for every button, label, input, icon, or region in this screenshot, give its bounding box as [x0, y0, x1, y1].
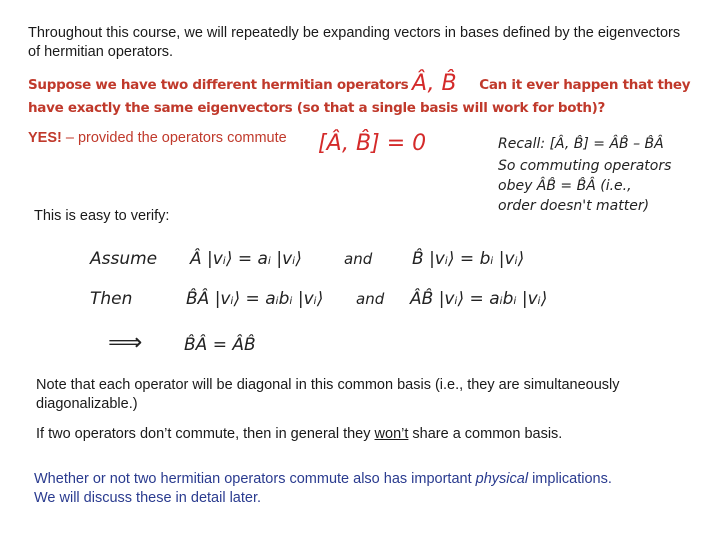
- recall-line3: obey ÂB̂ = B̂Â (i.e.,: [498, 178, 632, 194]
- commutator-equation: [Â, B̂] = 0: [318, 131, 427, 156]
- yes-bold: YES!: [28, 130, 62, 146]
- assume-right-equation: B̂ |vᵢ⟩ = bᵢ |vᵢ⟩: [412, 249, 525, 269]
- implies-arrow: ⟹: [108, 328, 143, 356]
- easy-verify-text: This is easy to verify:: [34, 208, 170, 224]
- then-left-equation: B̂Â |vᵢ⟩ = aᵢbᵢ |vᵢ⟩: [186, 289, 324, 309]
- assume-label: Assume: [90, 249, 158, 269]
- recall-line2: So commuting operators: [498, 158, 672, 174]
- recall-line4: order doesn't matter): [498, 198, 650, 214]
- yes-rest: – provided the operators commute: [61, 130, 287, 146]
- question-line2: have exactly the same eigenvectors (so that a single basis will work for both)?: [28, 100, 606, 116]
- note2-before: If two operators don’t commute, then in general they: [36, 426, 375, 442]
- and-word-2: and: [356, 290, 385, 308]
- note2-after: share a common basis.: [408, 426, 563, 442]
- recall-note: [498, 134, 671, 214]
- note3-after: implications. We will discuss these in detail later.: [34, 471, 612, 506]
- and-word-1: and: [344, 250, 373, 268]
- derivation: [89, 247, 547, 356]
- note2-underlined: won’t: [374, 426, 409, 442]
- note3-before: Whether or not two hermitian operators commute also has important: [34, 471, 476, 487]
- then-label: Then: [90, 289, 133, 309]
- assume-left-equation: Â |vᵢ⟩ = aᵢ |vᵢ⟩: [190, 249, 302, 269]
- note-diagonal: Note that each operator will be diagonal in this common basis (i.e., they are simultaneously diagonalizable.): [36, 377, 620, 412]
- question-part1: Suppose we have two different hermitian operators: [28, 77, 409, 93]
- intro-text: Throughout this course, we will repeatedly be expanding vectors in bases defined by the eigenvectors of hermitian operators.: [28, 25, 681, 60]
- then-right-equation: ÂB̂ |vᵢ⟩ = aᵢbᵢ |vᵢ⟩: [410, 289, 548, 309]
- recall-line1: Recall: [Â, B̂] = ÂB̂ – B̂Â: [498, 136, 664, 152]
- question-operators: Â, B̂: [412, 71, 457, 96]
- question-part2: Can it ever happen that they: [479, 77, 691, 93]
- note3-italic: physical: [475, 471, 529, 487]
- conclusion-equation: B̂Â = ÂB̂: [184, 335, 256, 355]
